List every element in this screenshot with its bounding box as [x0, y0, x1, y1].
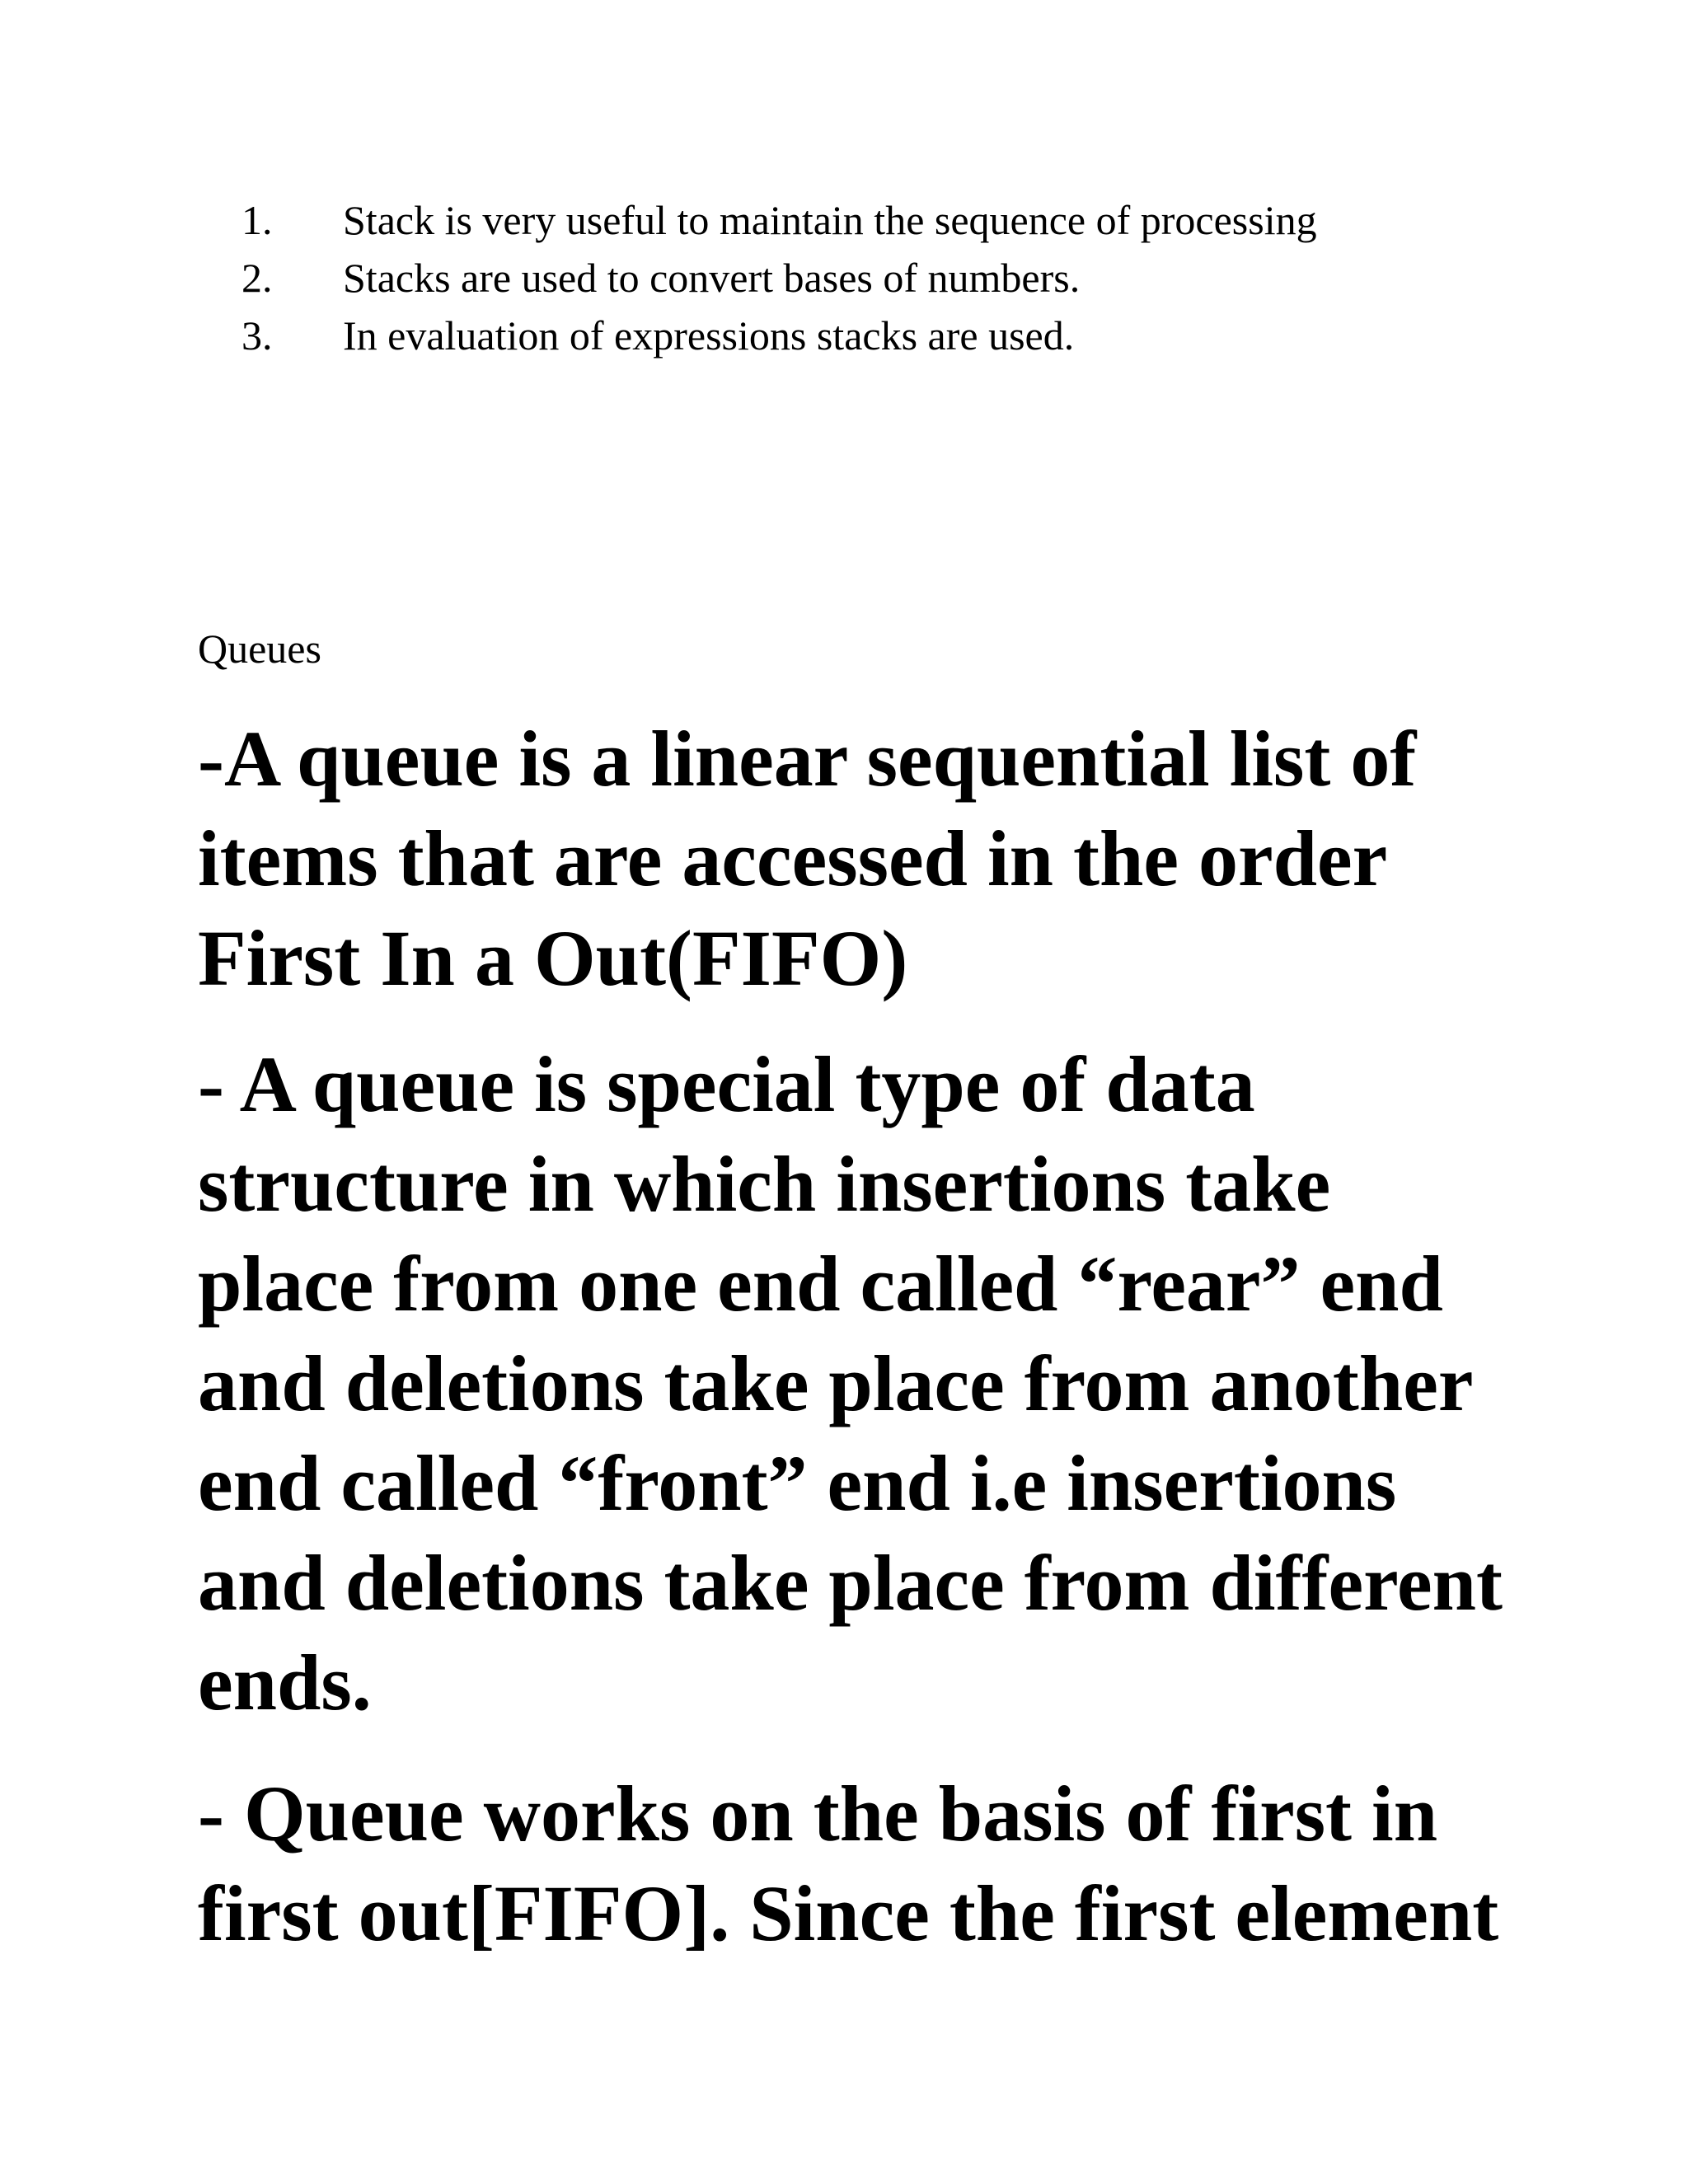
paragraph-line: structure in which insertions take — [198, 1140, 1331, 1228]
section-heading: Queues — [198, 626, 321, 672]
list-item-text: Stacks are used to convert bases of numbers. — [343, 255, 1081, 301]
paragraph-line: first out[FIFO]. Since the first element — [198, 1869, 1499, 1957]
paragraph-line: end called “front” end i.e insertions — [198, 1439, 1397, 1527]
paragraph-line: -A queue is a linear sequential list of — [198, 715, 1417, 803]
paragraph-insertions-deletions — [198, 1034, 1550, 1732]
list-item-number: 3. — [241, 312, 273, 359]
list-item-text: In evaluation of expressions stacks are used. — [343, 312, 1075, 359]
list-item-number: 2. — [241, 255, 273, 301]
list-item-text: Stack is very useful to maintain the sequence of processing — [343, 197, 1317, 243]
paragraph-line: and deletions take place from different — [198, 1539, 1503, 1627]
paragraph-line: ends. — [198, 1638, 372, 1727]
paragraph-line: - Queue works on the basis of first in — [198, 1769, 1438, 1858]
paragraph-line: place from one end called “rear” end — [198, 1240, 1443, 1328]
paragraph-line: and deletions take place from another — [198, 1339, 1474, 1427]
paragraph-line: - A queue is special type of data — [198, 1040, 1255, 1128]
list-item-number: 1. — [241, 197, 273, 243]
paragraph-line: items that are accessed in the order — [198, 814, 1388, 902]
paragraph-fifo-basis — [198, 1764, 1550, 1963]
paragraph-line: First In a Out(FIFO) — [198, 914, 908, 1002]
paragraph-definition — [198, 709, 1550, 1008]
